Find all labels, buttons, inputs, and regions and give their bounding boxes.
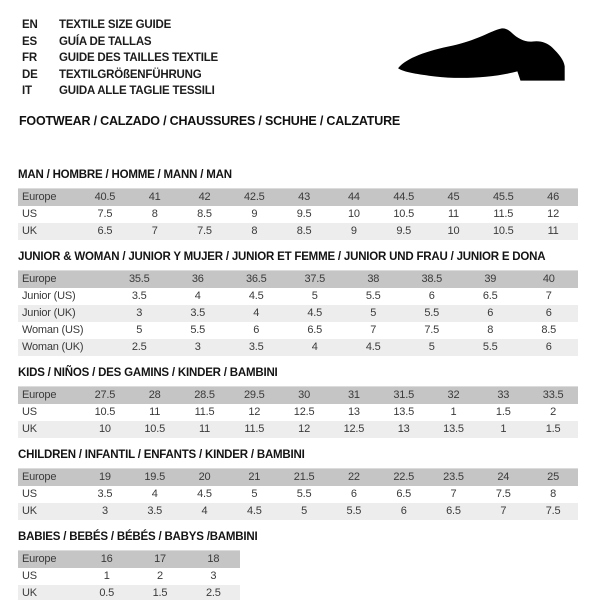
size-cell: 10.5	[94, 406, 116, 418]
size-cell: 42	[198, 191, 211, 203]
size-cell: 0.5	[99, 587, 115, 599]
size-cell: 28.5	[194, 389, 215, 401]
size-cell: 2.5	[205, 587, 221, 599]
size-cell: 6	[428, 290, 435, 302]
size-row-label: Europe	[22, 553, 57, 565]
size-cell: 6	[350, 488, 357, 500]
size-cell: 9.5	[396, 225, 412, 237]
size-cell: 17	[154, 553, 166, 565]
size-cell: 3.5	[131, 290, 147, 302]
size-cell: 4.5	[248, 290, 264, 302]
size-cell: 7	[151, 225, 158, 237]
size-table-block	[18, 169, 578, 240]
size-table-row	[18, 503, 578, 520]
size-cell: 6	[545, 307, 552, 319]
size-cell: 1.5	[545, 423, 561, 435]
language-guide-title: GUÍA DE TALLAS	[59, 35, 152, 48]
size-table	[18, 468, 578, 520]
size-table-title: BABIES / BEBÉS / BÉBÉS / BABYS /BAMBINI	[18, 531, 258, 543]
size-cell: 16	[100, 553, 113, 565]
size-table-block	[18, 531, 258, 600]
size-cell: 8	[151, 208, 158, 220]
size-cell: 10.5	[144, 423, 165, 435]
size-cell: 40	[542, 273, 555, 285]
language-code: DE	[22, 68, 38, 81]
size-table-title: KIDS / NIÑOS / DES GAMINS / KINDER / BAMBINI	[18, 367, 278, 379]
size-row-label: Junior (UK)	[22, 307, 76, 319]
size-table-row	[18, 585, 240, 600]
size-cell: 25	[547, 471, 559, 483]
size-cell: 9.5	[296, 208, 312, 220]
size-cell: 1	[103, 570, 110, 582]
size-cell: 12	[547, 208, 559, 220]
size-cell: 21	[248, 471, 261, 483]
size-cell: 4.5	[307, 307, 323, 319]
size-cell: 10.5	[492, 225, 514, 237]
size-cell: 12	[298, 423, 310, 435]
size-cell: 22.5	[393, 471, 414, 483]
size-cell: 12.5	[343, 423, 365, 435]
size-cell: 4.5	[197, 488, 212, 500]
size-cell: 43	[298, 191, 310, 203]
size-cell: 24	[497, 471, 510, 483]
size-row-label: Junior (US)	[22, 290, 76, 302]
size-cell: 13	[397, 423, 410, 435]
size-cell: 32	[447, 389, 460, 401]
size-cell: 11.5	[244, 423, 265, 435]
language-guide-title: TEXTILGRÖßENFÜHRUNG	[59, 68, 202, 81]
size-table	[18, 386, 578, 438]
size-table-row	[18, 206, 578, 223]
size-table-row	[18, 486, 578, 503]
size-cell: 45	[447, 191, 460, 203]
size-table-row	[18, 305, 578, 322]
size-row-label: US	[22, 488, 37, 500]
size-cell: 4.5	[246, 505, 262, 517]
size-row-label: Europe	[22, 471, 57, 483]
size-cell: 6	[487, 307, 494, 319]
size-cell: 3	[194, 341, 201, 353]
size-cell: 20	[198, 471, 211, 483]
size-cell: 1.5	[495, 406, 511, 418]
size-cell: 5.5	[482, 341, 498, 353]
size-cell: 35.5	[128, 273, 150, 285]
size-cell: 1	[500, 423, 507, 435]
size-table-row	[18, 568, 240, 585]
size-cell: 5.5	[424, 307, 440, 319]
size-cell: 8	[550, 488, 557, 500]
size-cell: 8.5	[197, 208, 212, 220]
size-cell: 36.5	[245, 273, 267, 285]
language-code: FR	[22, 52, 37, 64]
size-row-label: UK	[22, 423, 37, 435]
size-cell: 31	[347, 389, 360, 401]
size-cell: 3.5	[97, 488, 113, 500]
size-table-title: CHILDREN / INFANTIL / ENFANTS / KINDER / BAMBINI	[18, 449, 305, 461]
size-cell: 7	[370, 324, 377, 336]
size-cell: 6	[253, 324, 260, 336]
size-cell: 3	[210, 570, 217, 582]
size-cell: 6	[545, 341, 552, 353]
size-table-row	[18, 339, 578, 356]
size-cell: 10	[447, 225, 460, 237]
size-cell: 3.5	[147, 505, 163, 517]
size-cell: 5	[251, 488, 258, 500]
size-cell: 4	[194, 290, 201, 302]
size-cell: 6	[400, 505, 407, 517]
size-cell: 9	[251, 208, 258, 220]
size-table	[18, 270, 578, 356]
size-cell: 28	[148, 389, 161, 401]
size-table-row	[18, 288, 578, 305]
size-cell: 29.5	[243, 389, 265, 401]
size-cell: 37.5	[304, 273, 326, 285]
size-table-row	[18, 551, 240, 569]
size-row-label: UK	[22, 587, 37, 599]
size-cell: 7.5	[424, 324, 440, 336]
size-cell: 11.5	[194, 406, 215, 418]
size-cell: 44.5	[393, 191, 414, 203]
size-cell: 44	[347, 191, 360, 203]
size-table-title: JUNIOR & WOMAN / JUNIOR Y MUJER / JUNIOR ET FEMME / JUNIOR UND FRAU / JUNIOR E DONA	[18, 251, 546, 263]
size-cell: 8	[251, 225, 258, 237]
size-cell: 7	[545, 290, 552, 302]
size-cell: 10	[98, 423, 111, 435]
size-cell: 3	[136, 307, 143, 319]
category-title: FOOTWEAR / CALZADO / CHAUSSURES / SCHUHE / CALZATURE	[19, 113, 401, 128]
size-row-label: Woman (US)	[22, 324, 84, 336]
language-guide-title: GUIDA ALLE TAGLIE TESSILI	[59, 85, 215, 97]
size-row-label: US	[22, 406, 37, 418]
size-cell: 2	[550, 406, 557, 418]
size-cell: 18	[207, 553, 220, 565]
size-table-row	[18, 223, 578, 240]
size-cell: 7.5	[197, 225, 212, 237]
size-cell: 13	[347, 406, 360, 418]
size-cell: 38.5	[421, 273, 443, 285]
size-cell: 21.5	[293, 471, 315, 483]
size-cell: 5.5	[346, 505, 362, 517]
size-cell: 2.5	[131, 341, 147, 353]
size-cell: 45.5	[492, 191, 514, 203]
size-row-label: Europe	[22, 389, 57, 401]
size-row-label: Europe	[22, 273, 57, 285]
size-row-label: UK	[22, 225, 37, 237]
size-table-row	[18, 322, 578, 339]
size-table-title: MAN / HOMBRE / HOMME / MANN / MAN	[18, 169, 232, 181]
size-cell: 19	[98, 471, 111, 483]
size-table	[18, 550, 240, 600]
size-row-label: US	[22, 570, 37, 582]
size-cell: 4	[151, 488, 158, 500]
size-row-label: Europe	[22, 191, 57, 203]
size-cell: 38	[367, 273, 380, 285]
size-cell: 2	[157, 570, 163, 582]
size-cell: 6.5	[307, 324, 323, 336]
size-cell: 46	[547, 191, 559, 203]
size-cell: 5	[301, 505, 308, 517]
size-cell: 1.5	[152, 587, 168, 599]
size-cell: 12.5	[293, 406, 315, 418]
language-code: EN	[22, 19, 38, 31]
size-cell: 33.5	[542, 389, 564, 401]
size-cell: 3.5	[190, 307, 206, 319]
size-table-row	[18, 469, 578, 487]
size-cell: 5.5	[365, 290, 381, 302]
shoe-icon	[396, 20, 576, 98]
size-cell: 7	[500, 505, 507, 517]
size-row-label: US	[22, 208, 37, 220]
size-cell: 40.5	[94, 191, 116, 203]
size-cell: 10.5	[393, 208, 414, 220]
size-cell: 4.5	[365, 341, 381, 353]
size-cell: 39	[484, 273, 497, 285]
size-cell: 41	[148, 191, 161, 203]
size-cell: 5	[370, 307, 377, 319]
size-table-block	[18, 251, 578, 356]
size-cell: 10	[347, 208, 360, 220]
size-table-row	[18, 404, 578, 421]
language-code: ES	[22, 35, 37, 48]
size-cell: 7.5	[495, 488, 511, 500]
language-code: IT	[22, 85, 32, 97]
size-cell: 11	[149, 406, 161, 418]
size-table-row	[18, 421, 578, 438]
size-cell: 5	[428, 341, 435, 353]
size-cell: 7.5	[97, 208, 113, 220]
size-cell: 33	[497, 389, 510, 401]
size-cell: 7	[450, 488, 457, 500]
size-cell: 4	[311, 341, 318, 353]
size-cell: 6.5	[446, 505, 461, 517]
size-cell: 1	[450, 406, 457, 418]
size-cell: 3	[101, 505, 108, 517]
size-tables	[0, 156, 600, 600]
language-guide-title: GUIDE DES TAILLES TEXTILE	[59, 52, 218, 64]
size-cell: 42.5	[243, 191, 265, 203]
size-row-label: Woman (UK)	[22, 341, 84, 353]
size-table-block	[18, 449, 578, 520]
size-table	[18, 188, 578, 240]
size-cell: 19.5	[144, 471, 165, 483]
size-cell: 7.5	[545, 505, 561, 517]
size-cell: 8.5	[541, 324, 557, 336]
size-cell: 27.5	[94, 389, 116, 401]
size-cell: 12	[248, 406, 261, 418]
size-cell: 22	[347, 471, 360, 483]
language-guide-title: TEXTILE SIZE GUIDE	[59, 19, 172, 31]
size-cell: 3.5	[248, 341, 264, 353]
size-cell: 5	[136, 324, 143, 336]
size-table-row	[18, 387, 578, 405]
size-cell: 11	[198, 423, 210, 435]
size-row-label: UK	[22, 505, 37, 517]
size-cell: 5.5	[190, 324, 206, 336]
size-cell: 13.5	[443, 423, 464, 435]
size-cell: 11.5	[493, 208, 514, 220]
size-cell: 4	[253, 307, 260, 319]
size-cell: 11	[547, 225, 559, 237]
size-cell: 11	[447, 208, 459, 220]
size-cell: 23.5	[443, 471, 464, 483]
size-cell: 13.5	[393, 406, 414, 418]
size-cell: 30	[298, 389, 310, 401]
size-cell: 8.5	[296, 225, 312, 237]
size-cell: 5	[311, 290, 318, 302]
size-cell: 6.5	[482, 290, 498, 302]
size-cell: 31.5	[393, 389, 414, 401]
size-table-block	[18, 367, 578, 438]
size-table-row	[18, 189, 578, 207]
size-cell: 36	[191, 273, 204, 285]
size-cell: 5.5	[296, 488, 312, 500]
size-table-row	[18, 271, 578, 289]
size-cell: 4	[201, 505, 208, 517]
size-cell: 6.5	[396, 488, 412, 500]
size-cell: 9	[350, 225, 357, 237]
size-cell: 8	[487, 324, 494, 336]
size-cell: 6.5	[97, 225, 113, 237]
